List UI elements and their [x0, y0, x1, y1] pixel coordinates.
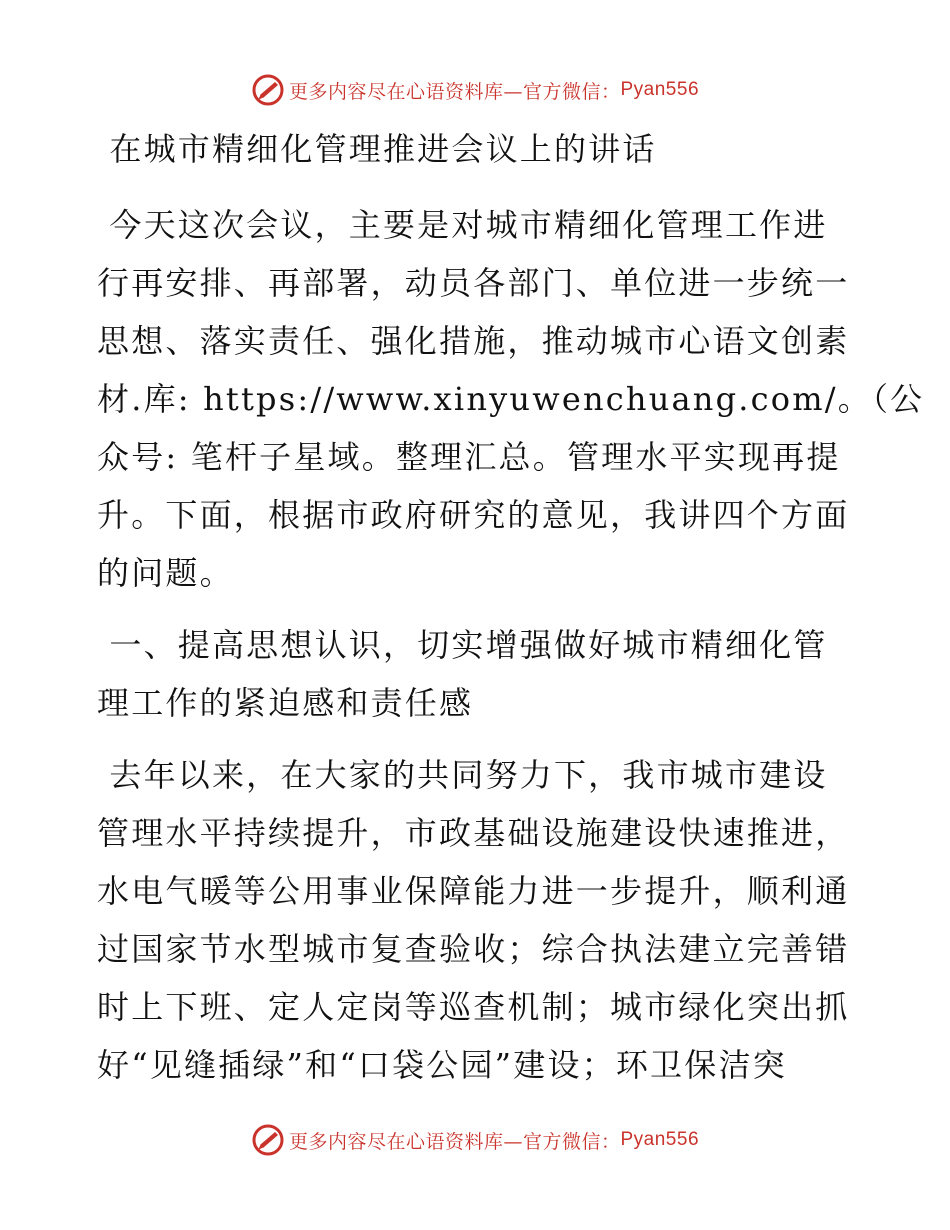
text-line: 过国家节水型城市复查验收；综合执法建立完善错: [97, 930, 850, 968]
document-body: [97, 120, 925, 1094]
library-logo-icon: [251, 1123, 285, 1157]
library-logo-icon: [251, 73, 285, 107]
banner-site-text: 更多内容尽在心语资料库—官方微信：: [288, 80, 621, 103]
heading-line: 一、提高思想认识，切实增强做好城市精细化管: [97, 626, 828, 664]
paragraph-2: [97, 746, 849, 1094]
text-line: 升。下面，根据市政府研究的意见，我讲四个方面: [97, 496, 850, 534]
text-line: 管理水平持续提升，市政基础设施建设快速推进，: [97, 814, 850, 852]
paragraph-1: [97, 196, 925, 602]
text-line: 去年以来，在大家的共同努力下，我市城市建设: [97, 756, 828, 794]
text-line: 众号: 笔杆子星域。整理汇总。管理水平实现再提: [97, 438, 841, 476]
page-title: 在城市精细化管理推进会议上的讲话: [97, 130, 657, 168]
heading-line: 理工作的紧迫感和责任感: [97, 684, 474, 722]
banner-wechat-id: Pyan556: [620, 1129, 700, 1150]
text-line: 今天这次会议，主要是对城市精细化管理工作进: [97, 206, 828, 244]
header-banner: [0, 70, 950, 110]
banner-wechat-id: Pyan556: [620, 79, 700, 100]
text-line: 水电气暖等公用事业保障能力进一步提升，顺利通: [97, 872, 850, 910]
section-heading-1: [97, 616, 849, 732]
text-line: 时上下班、定人定岗等巡查机制；城市绿化突出抓: [97, 988, 850, 1026]
text-line: 思想、落实责任、强化措施，推动城市心语文创素: [97, 322, 850, 360]
banner-site-text: 更多内容尽在心语资料库—官方微信：: [288, 1130, 621, 1153]
text-line: 材.库: https://www.xinyuwenchuang.com/。（公: [97, 380, 925, 418]
text-line: 的问题。: [97, 554, 234, 592]
footer-banner: [0, 1120, 950, 1160]
text-line: 好“见缝插绿”和“口袋公园”建设；环卫保洁突: [97, 1046, 787, 1084]
text-line: 行再安排、再部署，动员各部门、单位进一步统一: [97, 264, 850, 302]
